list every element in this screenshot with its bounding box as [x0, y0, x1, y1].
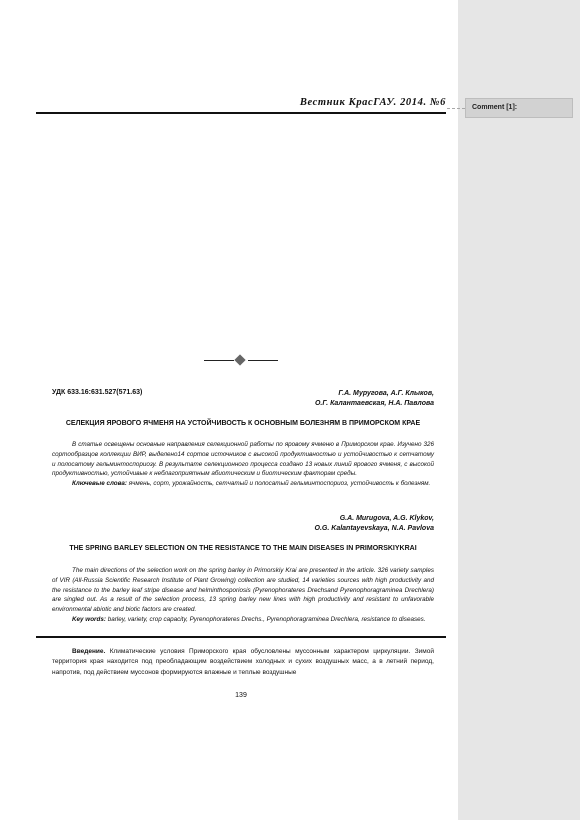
- introduction-paragraph: [52, 647, 434, 678]
- intro-text: Климатические условия Приморского края обусловлены муссонным характером циркуляции. Зимой территория края находится под преобладающим воздействием холодных и сухих воздушных масс, а в летний период, напротив, под действием муссонов формируются влажные и теплые воздушные: [52, 648, 434, 676]
- article-title-en: THE SPRING BARLEY SELECTION ON THE RESISTANCE TO THE MAIN DISEASES IN PRIMORSKIYKRAI: [69, 545, 417, 552]
- abstract-en: [52, 566, 434, 625]
- authors-ru-line2: О.Г. Калантаевская, Н.А. Павлова: [314, 400, 434, 407]
- keywords-ru-text: ячмень, сорт, урожайность, сетчатый и полосатый гельминтоспориоз, устойчивость к болезням.: [126, 480, 431, 488]
- abstract-en-text: The main directions of the selection work on the spring barley in Primorskiy Krai are presented in the article. 326 variety samples of VIR (All-Russia Scientific Research Institute of Plant Growing) collection are studied, 14 varieties sources with high productivity and the resistance to the barley leaf stripe disease and helminthosporiosis (Pyrenophorateres Drechsand Pyrenophoragraminea Drechlera) are singled out. As a result of the selection process, 13 spring barley new lines with high productivity and resistant to unfavorable environmental abiotic and biotic factors are created.: [52, 567, 434, 614]
- article-title-ru: СЕЛЕКЦИЯ ЯРОВОГО ЯЧМЕНЯ НА УСТОЙЧИВОСТЬ К ОСНОВНЫМ БОЛЕЗНЯМ В ПРИМОРСКОМ КРАЕ: [65, 420, 421, 427]
- keywords-en-label: Key words:: [72, 615, 106, 623]
- header-rule: [36, 112, 446, 114]
- authors-ru: [315, 389, 434, 409]
- page-number: 139: [235, 692, 247, 699]
- authors-en-line1: G.A. Murugova, A.G. Klykov,: [339, 515, 434, 522]
- comment-gutter: [458, 0, 580, 820]
- comment-balloon[interactable]: Comment [1]:: [465, 98, 573, 118]
- keywords-en: [52, 615, 434, 625]
- keywords-ru-label: Ключевые слова:: [72, 480, 127, 488]
- introduction-section: [52, 647, 434, 678]
- diamond-icon: [234, 354, 245, 365]
- intro-label: Введение.: [72, 648, 106, 655]
- comment-connector: [447, 108, 465, 109]
- section-ornament: [204, 354, 278, 368]
- keywords-ru: [52, 479, 434, 489]
- keywords-en-text: barley, variety, crop capacity, Pyrenophorateres Drechs., Pyrenophoragraminea Drechlera, resistance to diseases.: [105, 615, 426, 623]
- document-page: [36, 0, 446, 820]
- authors-en: [315, 514, 434, 534]
- abstract-ru: [52, 440, 434, 489]
- udk-code: УДК 633.16:631.527(571.63): [52, 389, 143, 396]
- authors-ru-line1: Г.А. Муругова, А.Г. Клыков,: [338, 390, 434, 397]
- authors-en-line2: O.G. Kalantayevskaya, N.A. Pavlova: [314, 525, 434, 532]
- ornament-line-left: [204, 360, 234, 361]
- ornament-line-right: [248, 360, 278, 361]
- abstract-ru-text: В статье освещены основные направления селекционной работы по яровому ячменю в Приморском крае. Изучено 326 сортообразцов коллекции ВИР, выделено14 сортов источников с высокой продуктивностью и устойчивостью к сетчатому и полосатому гельминтоспориозу. В результате селекционного процесса создано 13 новых линий ярового ячменя, с высокой продуктивностью, устойчивые к неблагоприятным абиотическим и биотическим факторам среды.: [52, 441, 434, 478]
- journal-header: Вестник КрасГАУ. 2014. №6: [299, 97, 446, 108]
- abstract-separator: [36, 636, 446, 638]
